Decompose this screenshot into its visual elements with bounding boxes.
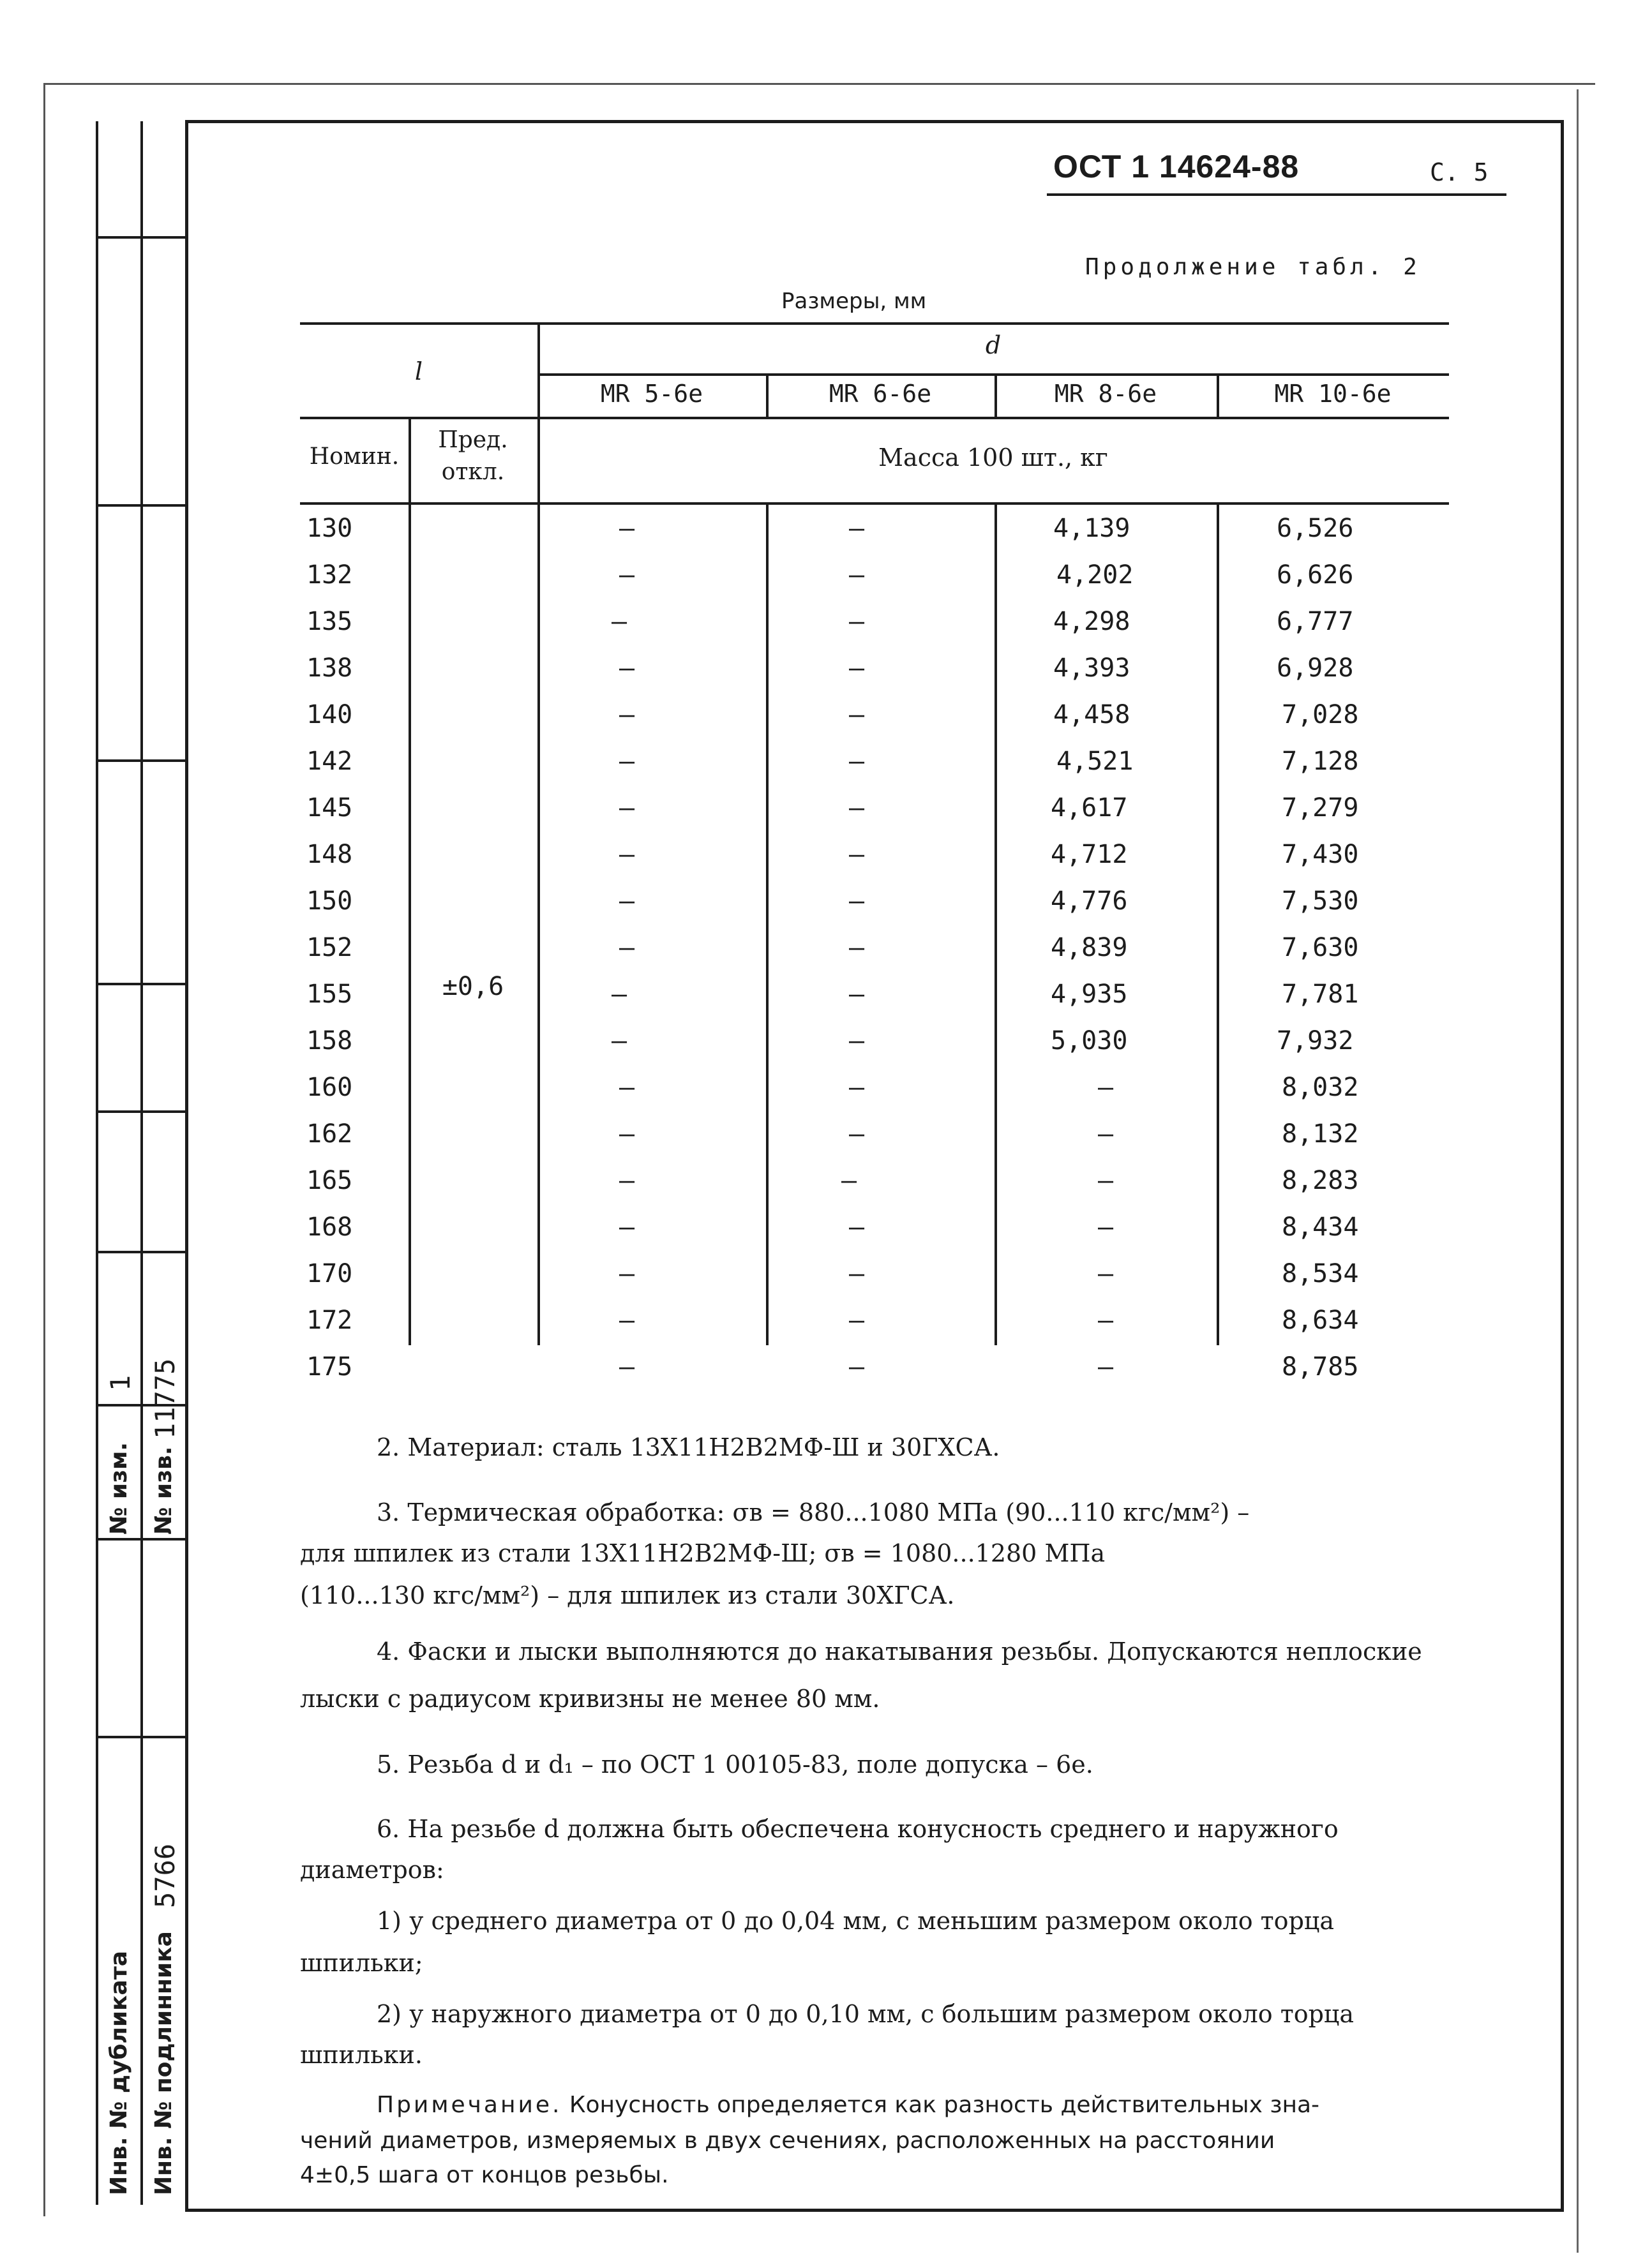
remark-text-1: Конусность определяется как разность действительных зна- bbox=[562, 2092, 1320, 2118]
side-hline bbox=[96, 1251, 185, 1253]
mr8-cell: – bbox=[1098, 1212, 1114, 1242]
mr5-cell: – bbox=[619, 840, 635, 869]
nominal-cell: 162 bbox=[306, 1119, 353, 1149]
nominal-cell: 145 bbox=[306, 793, 353, 823]
units-label: Размеры, мм bbox=[781, 288, 927, 314]
thread-size-4: MR 10-6e bbox=[1274, 380, 1392, 408]
table-row bbox=[300, 793, 1449, 840]
mr5-cell: – bbox=[619, 1119, 635, 1149]
table-row bbox=[300, 1212, 1449, 1259]
mr8-cell: 4,139 bbox=[1053, 514, 1130, 543]
mr8-cell: – bbox=[1098, 1073, 1114, 1102]
remark-text-3: 4±0,5 шага от концов резьбы. bbox=[300, 2162, 669, 2188]
side-hline bbox=[96, 1110, 185, 1113]
note-4-line-1: 4. Фаски и лыски выполняются до накатывания резьбы. Допускаются неплоские bbox=[377, 1638, 1422, 1666]
mr5-cell: – bbox=[619, 747, 635, 776]
nominal-cell: 172 bbox=[306, 1306, 353, 1335]
table-row bbox=[300, 514, 1449, 560]
mr5-cell: – bbox=[619, 1306, 635, 1335]
mr5-cell: – bbox=[612, 607, 627, 636]
mr6-cell: – bbox=[849, 933, 865, 962]
standard-code: ОСТ 1 14624-88 bbox=[1053, 149, 1300, 184]
table-row bbox=[300, 933, 1449, 980]
nominal-cell: 155 bbox=[306, 980, 353, 1009]
mr5-cell: – bbox=[619, 560, 635, 590]
nominal-cell: 168 bbox=[306, 1212, 353, 1242]
side-stamp bbox=[96, 121, 185, 2205]
table-continuation-label: Продолжение табл. 2 bbox=[1085, 254, 1421, 280]
original-inventory-label: Инв. № подлинника bbox=[151, 1931, 177, 2195]
nominal-cell: 148 bbox=[306, 840, 353, 869]
mr5-cell: – bbox=[619, 514, 635, 543]
table-row bbox=[300, 1306, 1449, 1352]
mr8-cell: 5,030 bbox=[1051, 1026, 1128, 1056]
change-number: 1 bbox=[105, 1375, 136, 1391]
note-4-line-2: лыски с радиусом кривизны не менее 80 мм. bbox=[300, 1685, 880, 1713]
mr8-cell: 4,298 bbox=[1053, 607, 1130, 636]
side-hline bbox=[96, 236, 185, 239]
table-row bbox=[300, 1026, 1449, 1073]
thread-size-1: MR 5-6e bbox=[600, 380, 703, 408]
right-edge-line bbox=[1577, 89, 1579, 2253]
mr8-cell: – bbox=[1098, 1119, 1114, 1149]
mr10-cell: 8,785 bbox=[1282, 1352, 1359, 1382]
thread-size-3: MR 8-6e bbox=[1054, 380, 1157, 408]
mr8-cell: 4,393 bbox=[1053, 653, 1130, 683]
table-row bbox=[300, 747, 1449, 793]
nominal-cell: 140 bbox=[306, 700, 353, 729]
mr10-cell: 6,626 bbox=[1277, 560, 1354, 590]
nominal-cell: 135 bbox=[306, 607, 353, 636]
table-row bbox=[300, 1073, 1449, 1119]
header-tolerance-2: откл. bbox=[441, 459, 505, 485]
mr5-cell: – bbox=[619, 1212, 635, 1242]
mr6-cell: – bbox=[849, 1352, 865, 1382]
nominal-cell: 158 bbox=[306, 1026, 353, 1056]
mr10-cell: 8,434 bbox=[1282, 1212, 1359, 1242]
remark-text-2: чений диаметров, измеряемых в двух сечениях, расположенных на расстоянии bbox=[300, 2128, 1275, 2154]
table-row bbox=[300, 1166, 1449, 1212]
mr8-cell: – bbox=[1098, 1306, 1114, 1335]
side-line-2 bbox=[140, 121, 143, 2205]
mr10-cell: 7,932 bbox=[1277, 1026, 1354, 1056]
mr10-cell: 6,928 bbox=[1277, 653, 1354, 683]
mr10-cell: 8,634 bbox=[1282, 1306, 1359, 1335]
remark bbox=[300, 2087, 1462, 2124]
mr6-cell: – bbox=[849, 653, 865, 683]
nominal-cell: 175 bbox=[306, 1352, 353, 1382]
mr5-cell: – bbox=[619, 653, 635, 683]
mr10-cell: 6,777 bbox=[1277, 607, 1354, 636]
mr6-cell: – bbox=[849, 560, 865, 590]
mr10-cell: 8,283 bbox=[1282, 1166, 1359, 1195]
mr8-cell: 4,521 bbox=[1056, 747, 1134, 776]
table-row bbox=[300, 1259, 1449, 1306]
table-row bbox=[300, 700, 1449, 747]
table-row bbox=[300, 653, 1449, 700]
note-3-line-1: 3. Термическая обработка: σв = 880...1080 МПа (90...110 кгс/мм²) – bbox=[377, 1498, 1250, 1526]
mass-table bbox=[300, 322, 1449, 1407]
table-row bbox=[300, 980, 1449, 1026]
mr6-cell: – bbox=[849, 700, 865, 729]
side-hline bbox=[96, 504, 185, 507]
nominal-cell: 160 bbox=[306, 1073, 353, 1102]
mr6-cell: – bbox=[849, 840, 865, 869]
notice-no-label: № изв. bbox=[151, 1446, 177, 1535]
mr6-cell: – bbox=[849, 1259, 865, 1288]
mr10-cell: 8,132 bbox=[1282, 1119, 1359, 1149]
nominal-cell: 132 bbox=[306, 560, 353, 590]
note-6-2-line-2: шпильки. bbox=[300, 2041, 423, 2069]
side-hline bbox=[96, 1538, 185, 1541]
note-6-1-line-1: 1) у среднего диаметра от 0 до 0,04 мм, с меньшим размером около торца bbox=[377, 1907, 1334, 1935]
mr8-cell: 4,712 bbox=[1051, 840, 1128, 869]
mr8-cell: 4,202 bbox=[1056, 560, 1134, 590]
thread-size-2: MR 6-6e bbox=[829, 380, 932, 408]
mr8-cell: 4,839 bbox=[1051, 933, 1128, 962]
original-inventory-number: 5766 bbox=[149, 1843, 181, 1908]
nominal-cell: 170 bbox=[306, 1259, 353, 1288]
standard-underline bbox=[1047, 193, 1506, 196]
mr10-cell: 7,530 bbox=[1282, 886, 1359, 916]
mr10-cell: 7,630 bbox=[1282, 933, 1359, 962]
mr6-cell: – bbox=[849, 1306, 865, 1335]
mr5-cell: – bbox=[619, 886, 635, 916]
table-row bbox=[300, 840, 1449, 886]
table-row bbox=[300, 1119, 1449, 1166]
mr10-cell: 7,781 bbox=[1282, 980, 1359, 1009]
mr10-cell: 7,128 bbox=[1282, 747, 1359, 776]
mr10-cell: 8,534 bbox=[1282, 1259, 1359, 1288]
tolerance-value: ±0,6 bbox=[442, 972, 504, 1001]
side-hline bbox=[96, 1736, 185, 1738]
mr5-cell: – bbox=[619, 1073, 635, 1102]
mr5-cell: – bbox=[612, 1026, 627, 1056]
note-5: 5. Резьба d и d₁ – по ОСТ 1 00105-83, поле допуска – 6е. bbox=[377, 1750, 1093, 1779]
mr5-cell: – bbox=[619, 1352, 635, 1382]
note-3-line-3: (110...130 кгс/мм²) – для шпилек из стали 30ХГСА. bbox=[300, 1581, 955, 1609]
table-header-bottom-rule bbox=[300, 502, 1449, 505]
remark-title: Примечание. bbox=[377, 2092, 562, 2118]
table-row bbox=[300, 1352, 1449, 1399]
mr8-cell: – bbox=[1098, 1352, 1114, 1382]
side-hline bbox=[96, 759, 185, 762]
duplicate-inventory-label: Инв. № дубликата bbox=[106, 1951, 132, 2195]
nominal-cell: 142 bbox=[306, 747, 353, 776]
mr10-cell: 7,028 bbox=[1282, 700, 1359, 729]
mr6-cell: – bbox=[849, 514, 865, 543]
mr6-cell: – bbox=[849, 1119, 865, 1149]
mr5-cell: – bbox=[619, 700, 635, 729]
mr6-cell: – bbox=[849, 793, 865, 823]
nominal-cell: 165 bbox=[306, 1166, 353, 1195]
table-size-rule bbox=[300, 417, 1449, 419]
mr10-cell: 6,526 bbox=[1277, 514, 1354, 543]
table-d-rule bbox=[537, 373, 1449, 376]
nominal-cell: 138 bbox=[306, 653, 353, 683]
change-no-label: № изм. bbox=[106, 1442, 132, 1535]
mr5-cell: – bbox=[619, 793, 635, 823]
note-6-line-1: 6. На резьбе d должна быть обеспечена конусность среднего и наружного bbox=[377, 1815, 1339, 1843]
mr8-cell: 4,776 bbox=[1051, 886, 1128, 916]
side-hline bbox=[96, 983, 185, 985]
mr5-cell: – bbox=[619, 1166, 635, 1195]
mr5-cell: – bbox=[619, 933, 635, 962]
note-6-1-line-2: шпильки; bbox=[300, 1949, 423, 1977]
mr5-cell: – bbox=[612, 980, 627, 1009]
nominal-cell: 152 bbox=[306, 933, 353, 962]
mr5-cell: – bbox=[619, 1259, 635, 1288]
mr8-cell: – bbox=[1098, 1259, 1114, 1288]
mr10-cell: 8,032 bbox=[1282, 1073, 1359, 1102]
mr6-cell: – bbox=[849, 1073, 865, 1102]
header-l-symbol: l bbox=[414, 357, 423, 385]
mr8-cell: 4,458 bbox=[1053, 700, 1130, 729]
mr10-cell: 7,430 bbox=[1282, 840, 1359, 869]
mr6-cell: – bbox=[849, 747, 865, 776]
mr6-cell: – bbox=[849, 980, 865, 1009]
mr8-cell: 4,935 bbox=[1051, 980, 1128, 1009]
note-6-2-line-1: 2) у наружного диаметра от 0 до 0,10 мм, с большим размером около торца bbox=[377, 2000, 1355, 2028]
mr8-cell: 4,617 bbox=[1051, 793, 1128, 823]
nominal-cell: 130 bbox=[306, 514, 353, 543]
table-row bbox=[300, 607, 1449, 653]
mr6-cell: – bbox=[849, 1026, 865, 1056]
mr6-cell: – bbox=[841, 1166, 857, 1195]
mr6-cell: – bbox=[849, 886, 865, 916]
page-number: С. 5 bbox=[1430, 158, 1489, 186]
header-d-symbol: d bbox=[985, 331, 1002, 359]
header-tolerance-1: Пред. bbox=[438, 427, 508, 453]
mr10-cell: 7,279 bbox=[1282, 793, 1359, 823]
mr6-cell: – bbox=[849, 1212, 865, 1242]
header-mass: Масса 100 шт., кг bbox=[878, 444, 1108, 472]
note-3-line-2: для шпилек из стали 13Х11Н2В2МФ-Ш; σв = 1080...1280 МПа bbox=[300, 1539, 1106, 1567]
note-6-line-2: диаметров: bbox=[300, 1856, 444, 1884]
table-row bbox=[300, 886, 1449, 933]
table-row bbox=[300, 560, 1449, 607]
side-line-1 bbox=[96, 121, 98, 2205]
nominal-cell: 150 bbox=[306, 886, 353, 916]
table-top-rule bbox=[300, 322, 1449, 325]
mr8-cell: – bbox=[1098, 1166, 1114, 1195]
mr6-cell: – bbox=[849, 607, 865, 636]
notice-number: 11775 bbox=[149, 1358, 181, 1439]
note-2: 2. Материал: сталь 13Х11Н2В2МФ-Ш и 30ГХСА. bbox=[377, 1433, 1000, 1461]
header-nominal: Номин. bbox=[309, 444, 400, 470]
